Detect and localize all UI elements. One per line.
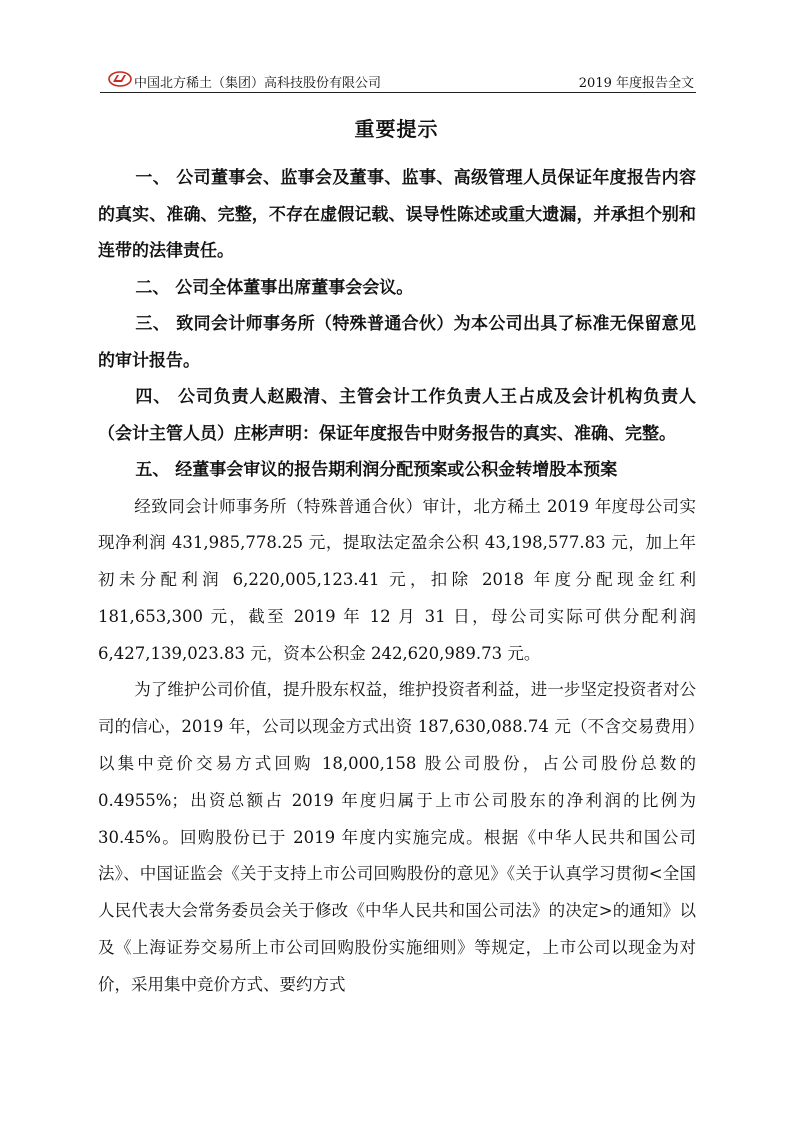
notice-item-4: 四、 公司负责人赵殿清、主管会计工作负责人王占成及会计机构负责人（会计主管人员）庄彬声明：保证年度报告中财务报告的真实、准确、完整。: [98, 387, 696, 444]
report-name: 2019 年度报告全文: [578, 76, 694, 91]
notice-item-2: 二、 公司全体董事出席董事会会议。: [135, 277, 414, 298]
notice-item-3: 三、 致同会计师事务所（特殊普通合伙）为本公司出具了标准无保留意见的审计报告。: [98, 314, 696, 371]
document-body: [98, 160, 696, 1004]
notice-item-1: 一、 公司董事会、监事会及董事、监事、高级管理人员保证年度报告内容的真实、准确、完整，不存在虚假记载、误导性陈述或重大遗漏，并承担个别和连带的法律责任。: [98, 168, 696, 261]
company-logo-icon: [108, 71, 132, 87]
profit-distribution-paragraph: 经致同会计师事务所（特殊普通合伙）审计，北方稀土 2019 年度母公司实现净利润 431,985,778.25 元，提取法定盈余公积 43,198,577.83 元，加上年初未分配利润 6,220,005,123.41 元，扣除 2018 年度分配现金红利 181,653,300 元，截至 2019 年 12 月 31 日，母公司实际可供分配利润 6,427,139,023.83 元，资本公积金 242,620,989.73 元。: [98, 496, 696, 663]
share-repurchase-paragraph: 为了维护公司价值，提升股东权益，维护投资者利益，进一步坚定投资者对公司的信心，2019 年，公司以现金方式出资 187,630,088.74 元（不含交易费用）以集中竞价交易方式回购 18,000,158 股公司股份，占公司股份总数的 0.4955%；出资总额占 2019 年度归属于上市公司股东的净利润的比例为 30.45%。回购股份已于 2019 年度内实施完成。根据《中华人民共和国公司法》、中国证监会《关于支持上市公司回购股份的意见》《关于认真学习贯彻<全国人民代表大会常务委员会关于修改《中华人民共和国公司法》的决定>的通知》以及《上海证券交易所上市公司回购股份实施细则》等规定，上市公司以现金为对价，采用集中竞价方式、要约方式: [98, 680, 696, 994]
notice-item-5: 五、 经董事会审议的报告期利润分配预案或公积金转增股本预案: [135, 460, 618, 480]
page-title: 重要提示: [354, 117, 439, 141]
company-name: 中国北方稀土（集团）高科技股份有限公司: [134, 76, 382, 91]
page-header: [100, 70, 696, 93]
